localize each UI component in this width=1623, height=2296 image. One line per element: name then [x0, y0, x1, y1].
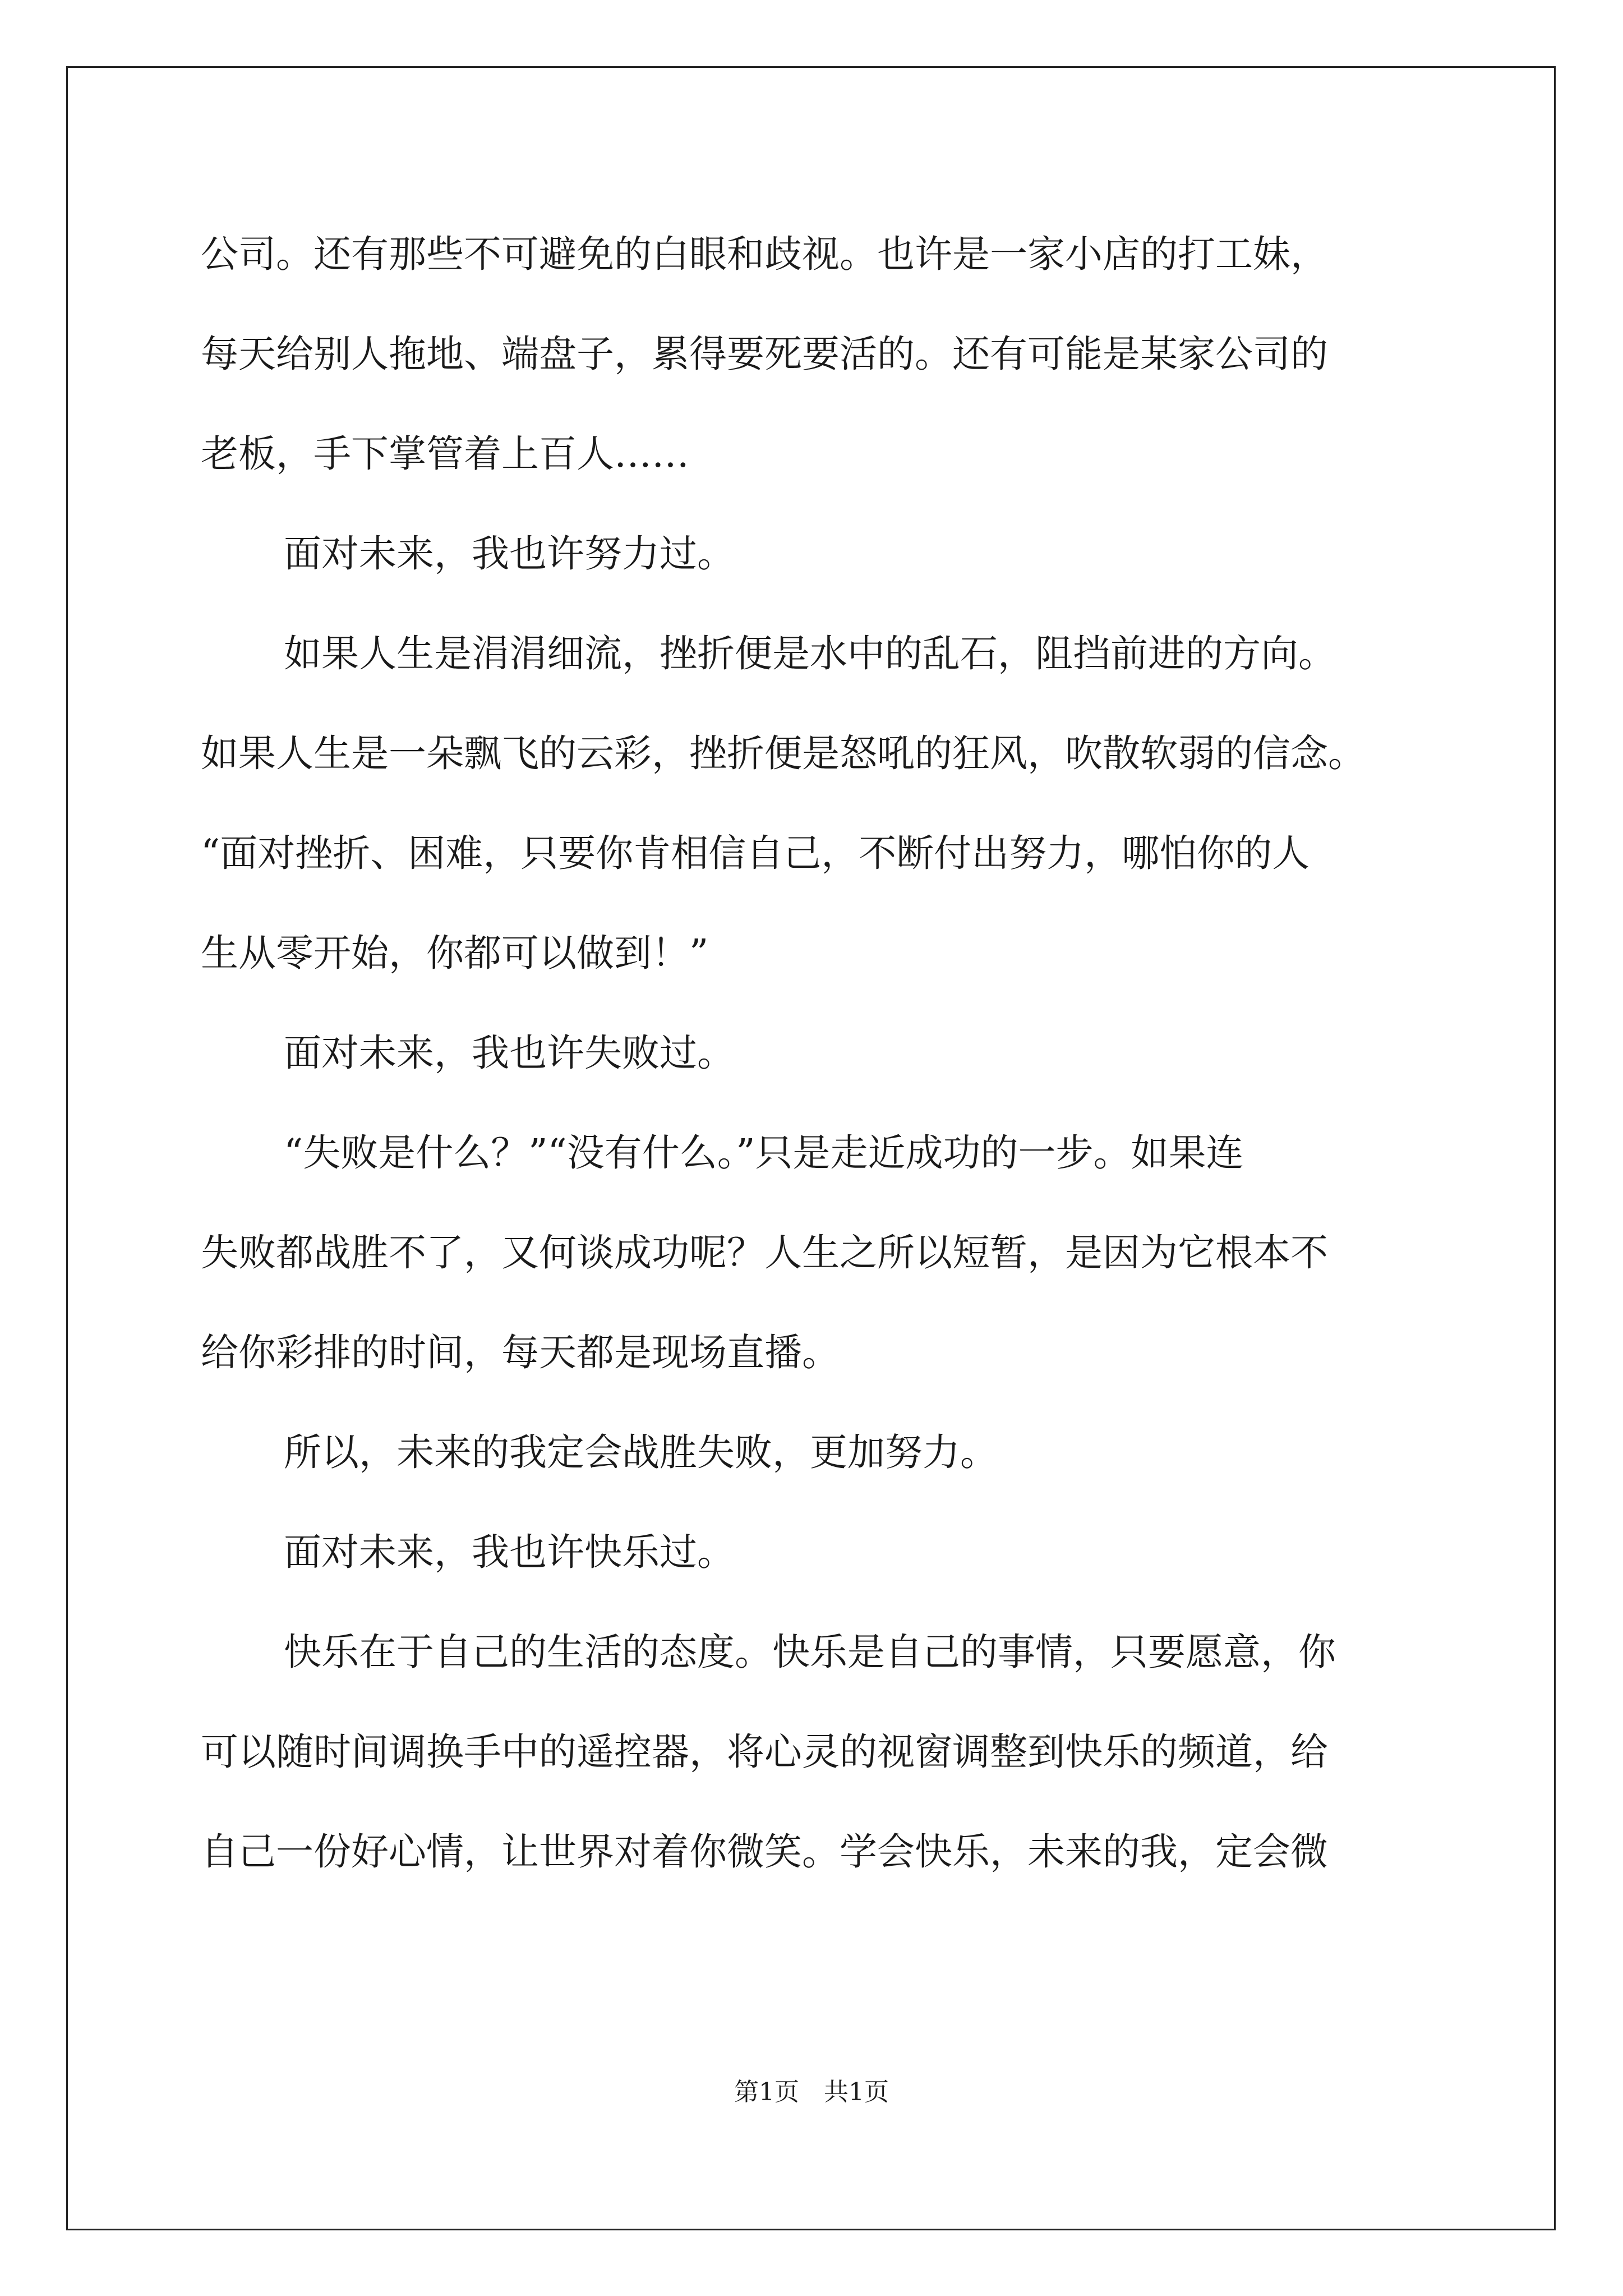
- text-line: 所以，未来的我定会战胜失败，更加努力。: [284, 1430, 998, 1474]
- text-line: 可以随时间调换手中的遥控器，将心灵的视窗调整到快乐的频道，给: [201, 1730, 1328, 1774]
- text-line: “失败是什么？”“没有什么。”只是走近成功的一步。如果连: [284, 1131, 1244, 1175]
- text-line: 面对未来，我也许努力过。: [284, 532, 735, 576]
- text-line: 给你彩排的时间，每天都是现场直播。: [201, 1331, 840, 1374]
- text-line: 快乐在于自己的生活的态度。快乐是自己的事情，只要愿意，你: [284, 1630, 1336, 1674]
- text-line: 老板，手下掌管着上百人……: [201, 432, 689, 476]
- text-line: “面对挫折、困难，只要你肯相信自己，不断付出努力，哪怕你的人: [201, 831, 1310, 875]
- text-line: 面对未来，我也许失败过。: [284, 1031, 735, 1075]
- text-line: 如果人生是一朵飘飞的云彩，挫折便是怒吼的狂风，吹散软弱的信念。: [201, 731, 1366, 775]
- text-line: 每天给别人拖地、端盘子，累得要死要活的。还有可能是某家公司的: [201, 332, 1328, 376]
- text-line: 生从零开始，你都可以做到！”: [201, 931, 709, 975]
- text-line: 自己一份好心情，让世界对着你微笑。学会快乐，未来的我，定会微: [201, 1830, 1328, 1874]
- document-body: [201, 204, 1423, 1902]
- text-line: 面对未来，我也许快乐过。: [284, 1530, 735, 1574]
- page-footer: 第1页 共1页: [734, 2078, 889, 2106]
- text-line: 失败都战胜不了，又何谈成功呢？人生之所以短暂，是因为它根本不: [201, 1231, 1328, 1274]
- text-line: 如果人生是涓涓细流，挫折便是水中的乱石，阻挡前进的方向。: [284, 632, 1336, 675]
- text-line: 公司。还有那些不可避免的白眼和歧视。也许是一家小店的打工妹，: [201, 232, 1328, 276]
